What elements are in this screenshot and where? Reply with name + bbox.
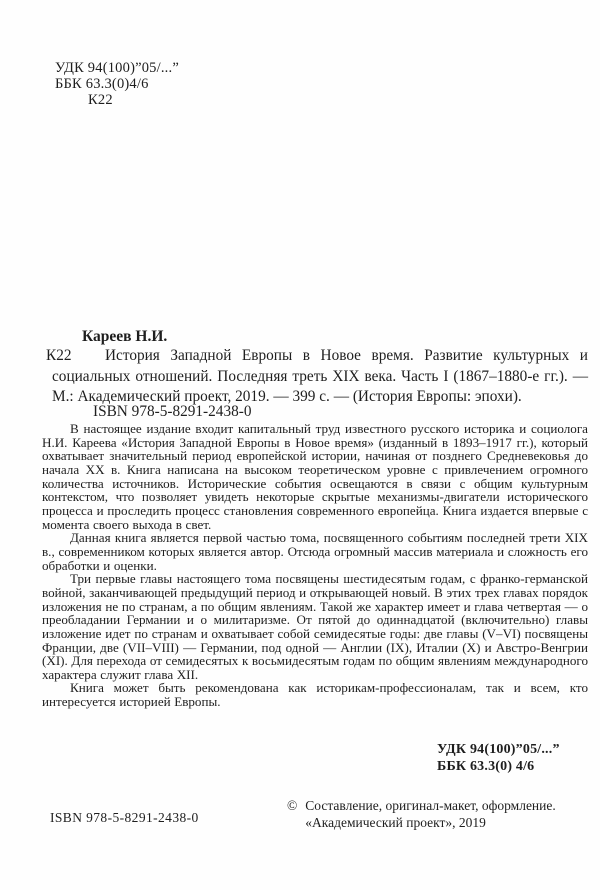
annotation-paragraph-4: Книга может быть рекомендована как историкам-профессионалам, так и всем, кто интересуется историей Европы. [42,680,588,710]
bib-author: Кареев Н.И. [82,328,168,345]
annotation-paragraph-1: В настоящее издание входит капитальный труд известного русского историка и социолога Н.И. Кареева «История Западной Европы в Новое время» (изданный в 1893–1917 гг.), который охватывает значительный период европейской истории, начиная от позднего Средневековья до начала XX в. Книга написана на высоком теоретическом уровне с привлечением огромного количества источников. Исторические события освещаются в связи с общим культурным контекстом, что позволяет увидеть некоторые скрытые механизмы-двигатели исторического процесса и проследить процесс становления современного европейца. Книга издается впервые с момента своего выхода в свет. [42,421,588,532]
annotation-paragraph-3: Три первые главы настоящего тома посвящены шестидесятым годам, с франко-германской войной, заканчивающей предыдущий период и открывающей новый. В этих трех главах порядок изложения не по странам, а по общим явлениям. Такой же характер имеет и глава четвертая — о преобладании Германии и о милитаризме. От пятой до одиннадцатой (включительно) главы изложение идет по странам и охватывает собой семидесятые годы: две главы (V–VI) посвящены Франции, две (VII–VIII) — Германии, под одной — Англии (IX), Италии (X) и Австро-Венгрии (XI). Для перехода от семидесятых к восьмидесятым годам по общим явлениям международного характера служит глава XII. [42,571,588,682]
annotation-block [42,422,588,709]
top-codes-block [55,60,179,108]
bib-isbn: ISBN 978-5-8291-2438-0 [93,403,252,420]
copyright-lines [305,798,555,831]
bottom-udc-code: УДК 94(100)”05/...” [437,742,560,757]
annotation-paragraph-2: Данная книга является первой частью тома, посвященного событиям последней трети XIX в., современником которых является автор. Отсюда огромный массив материала и сложность его обработки и оценки. [42,530,588,573]
bib-description: История Западной Европы в Новое время. Развитие культурных и социальных отношений. Последняя треть XIX века. Часть I (1867–1880-е гг.). — М.: Академический проект, 2019. — 399 с. — (История Европы: эпохи). [52,347,588,405]
bottom-codes-block [437,741,560,775]
bottom-bbk-code: ББК 63.3(0) 4/6 [437,759,535,774]
copyright-line-2: «Академический проект», 2019 [305,814,486,830]
copyright-line-1: Составление, оригинал-макет, оформление. [305,798,556,813]
footer-isbn: ISBN 978-5-8291-2438-0 [50,810,199,825]
copyright-notice [287,798,556,831]
bib-entry [46,346,588,408]
copyright-symbol: © [287,798,298,813]
bbk-code: ББК 63.3(0)4/6 [55,76,149,92]
bib-author-sign: К22 [46,347,72,364]
author-sign-code: К22 [88,92,113,108]
udc-code: УДК 94(100)”05/...” [55,60,179,76]
